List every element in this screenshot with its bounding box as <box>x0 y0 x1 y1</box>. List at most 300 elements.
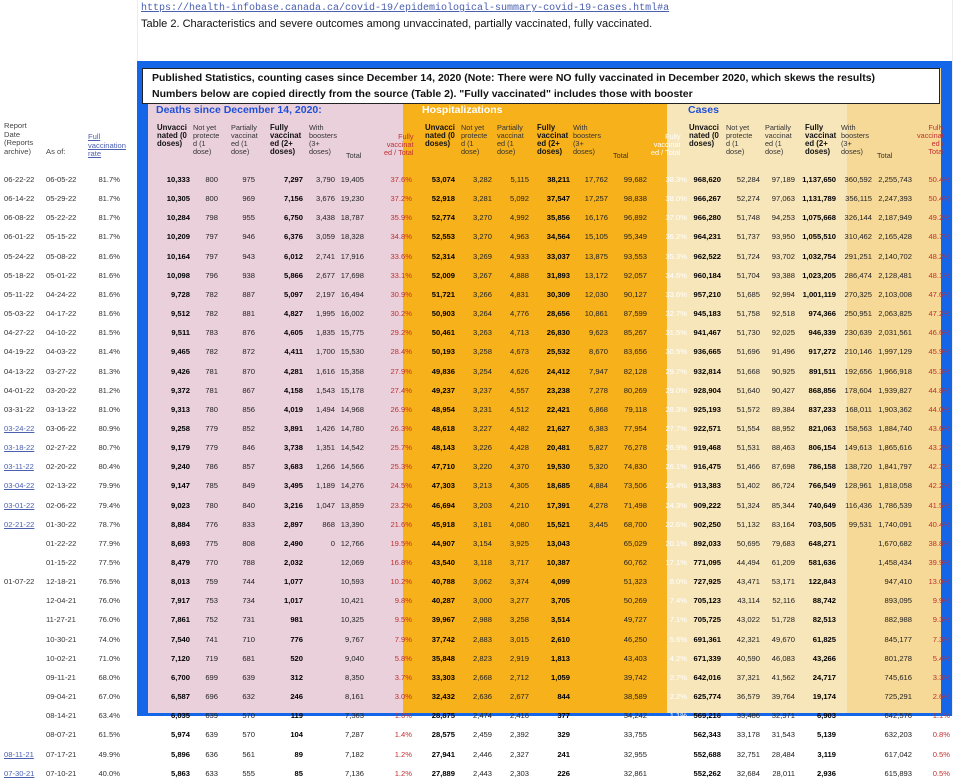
as-of-date: 04-03-22 <box>46 347 77 357</box>
deaths-fully-pct-cell: 35.9% <box>390 213 412 223</box>
cases-boosters-cell: 310,462 <box>844 232 872 242</box>
deaths-fully-pct-cell: 9.5% <box>394 615 412 625</box>
deaths-total-cell: 14,276 <box>340 481 364 491</box>
deaths-fully-pct-cell: 26.9% <box>390 404 412 414</box>
cases-fully-pct-cell: 0.8% <box>932 730 950 740</box>
vaccination-rate: 80.7% <box>98 443 120 453</box>
as-of-date: 10-02-21 <box>46 653 77 663</box>
hosp-total-cell: 51,323 <box>623 577 647 587</box>
hosp-fully-pct-cell: 26.9% <box>665 443 687 453</box>
cases-fully-pct-cell: 2.6% <box>932 692 950 702</box>
cases-total-cell: 1,966,918 <box>878 366 912 376</box>
cases-partially-cell: 41,562 <box>771 672 795 682</box>
vaccination-rate: 80.9% <box>98 423 120 433</box>
cases-partially-cell: 94,253 <box>771 213 795 223</box>
hosp-not-yet-cell: 3,270 <box>472 213 492 223</box>
hosp-fully-cell: 1,813 <box>550 653 570 663</box>
cases-partially-cell: 83,164 <box>771 519 795 529</box>
deaths-unvacc-cell: 9,426 <box>170 366 190 376</box>
deaths-partially-cell: 852 <box>242 423 255 433</box>
hosp-fully-pct-cell: 17.1% <box>665 558 687 567</box>
hosp-unvacc-cell: 48,143 <box>431 443 455 453</box>
deaths-unvacc-cell: 9,147 <box>170 481 190 491</box>
deaths-not-yet-cell: 781 <box>205 385 218 395</box>
cases-not-yet-cell: 32,751 <box>736 749 760 759</box>
deaths-fully-pct-cell: 29.2% <box>390 328 412 338</box>
hosp-partially-cell: 2,392 <box>509 730 529 740</box>
deaths-fully-pct-cell: 10.2% <box>390 577 412 587</box>
hosp-boosters-cell: 8,670 <box>588 347 608 357</box>
cases-partially-cell: 97,189 <box>771 175 795 184</box>
deaths-partially-cell: 808 <box>242 538 255 548</box>
cases-fully-pct-cell: 39.9% <box>928 558 950 567</box>
cases-partially-cell: 88,463 <box>771 443 795 453</box>
cases-total-cell: 1,670,682 <box>878 538 912 548</box>
hosp-fully-cell: 20,481 <box>546 443 570 453</box>
cases-fully-cell: 61,825 <box>812 634 836 644</box>
hosp-fully-cell: 4,099 <box>550 577 570 587</box>
cases-total-cell: 1,818,058 <box>878 481 912 491</box>
cases-unvacc-cell: 936,665 <box>693 347 721 357</box>
deaths-not-yet-cell: 752 <box>205 615 218 625</box>
hosp-not-yet-cell: 2,988 <box>472 615 492 625</box>
hosp-fully-cell: 377 <box>557 711 570 721</box>
hosp-partially-cell: 4,626 <box>509 366 529 376</box>
hosp-not-yet-cell: 3,181 <box>472 519 492 529</box>
report-archive-link[interactable]: 03-18-22 <box>4 443 35 453</box>
cases-unvacc-cell: 919,468 <box>693 443 721 453</box>
hosp-fully-cell: 24,412 <box>546 366 570 376</box>
hosp-fully-cell: 1,059 <box>550 672 570 682</box>
colhead-deaths-boosters: With boosters (3+ doses) <box>309 123 337 156</box>
as-of-date: 12-18-21 <box>46 577 77 587</box>
notice-line-2: Numbers below are copied directly from the source (Table 2). "Fully vaccinated" includes those with booster <box>152 88 693 100</box>
cases-boosters-cell: 356,115 <box>845 194 872 204</box>
hosp-not-yet-cell: 3,267 <box>472 270 492 280</box>
hosp-fully-pct-cell: 1.0% <box>669 730 687 740</box>
deaths-not-yet-cell: 781 <box>205 366 218 376</box>
hosp-not-yet-cell: 3,281 <box>472 194 492 204</box>
cases-fully-pct-cell: 48.2% <box>928 251 950 261</box>
deaths-partially-cell: 788 <box>242 558 255 567</box>
deaths-not-yet-cell: 639 <box>205 711 218 721</box>
hosp-fully-cell: 21,627 <box>546 423 570 433</box>
report-date: 01-07-22 <box>4 577 35 587</box>
cases-boosters-cell: 192,656 <box>844 366 872 376</box>
source-url-link[interactable]: https://health-infobase.canada.ca/covid-19/epidemiological-summary-covid-19-cases.html#a <box>141 3 670 14</box>
cases-unvacc-cell: 945,183 <box>693 309 721 319</box>
cases-boosters-cell: 149,613 <box>844 443 872 453</box>
deaths-not-yet-cell: 780 <box>205 404 218 414</box>
colhead-hosp-unvacc: Unvacci nated (0 doses) <box>425 123 455 148</box>
hosp-not-yet-cell: 2,636 <box>472 692 492 702</box>
deaths-partially-cell: 632 <box>242 692 255 702</box>
cases-partially-cell: 51,728 <box>771 615 795 625</box>
hosp-unvacc-cell: 48,618 <box>431 423 455 433</box>
report-date: 05-24-22 <box>4 251 35 261</box>
hosp-unvacc-cell: 35,848 <box>431 653 455 663</box>
deaths-fully-pct-cell: 33.6% <box>390 251 412 261</box>
deaths-total-cell: 18,787 <box>340 213 364 223</box>
deaths-fully-cell: 5,866 <box>283 270 303 280</box>
deaths-fully-cell: 6,750 <box>283 213 303 223</box>
hosp-partially-cell: 4,428 <box>509 443 529 453</box>
deaths-fully-pct-cell: 3.7% <box>394 672 412 682</box>
cases-boosters-cell: 326,144 <box>844 213 872 223</box>
colhead-hosp-partially: Partially vaccinat ed (1 dose) <box>497 123 524 156</box>
deaths-total-cell: 8,350 <box>344 672 364 682</box>
as-of-date: 11-27-21 <box>46 615 76 625</box>
report-archive-link[interactable]: 02-21-22 <box>4 519 35 529</box>
cases-fully-cell: 82,513 <box>812 615 836 625</box>
cases-fully-cell: 648,271 <box>808 538 836 548</box>
hosp-total-cell: 73,506 <box>623 481 647 491</box>
hosp-unvacc-cell: 40,788 <box>431 577 455 587</box>
cases-total-cell: 725,291 <box>884 692 912 702</box>
cases-partially-cell: 49,670 <box>771 634 795 644</box>
cases-boosters-cell: 250,951 <box>844 309 872 319</box>
hosp-unvacc-cell: 27,889 <box>431 768 455 778</box>
deaths-partially-cell: 639 <box>242 672 255 682</box>
cases-fully-cell: 917,272 <box>808 347 836 357</box>
hosp-fully-pct-cell: 29.0% <box>665 385 687 395</box>
deaths-unvacc-cell: 5,863 <box>170 768 190 778</box>
hosp-boosters-cell: 5,827 <box>588 443 608 453</box>
report-date: 04-19-22 <box>4 347 35 357</box>
cases-not-yet-cell: 52,284 <box>736 175 760 184</box>
deaths-boosters-cell: 1,047 <box>315 500 335 510</box>
cases-fully-pct-cell: 50.4% <box>928 175 950 184</box>
report-archive-link[interactable]: 08-11-21 <box>4 749 34 759</box>
hosp-total-cell: 71,498 <box>623 500 647 510</box>
hosp-fully-pct-cell: 0.7% <box>669 768 687 778</box>
hosp-fully-cell: 3,514 <box>550 615 570 625</box>
deaths-total-cell: 14,780 <box>340 423 364 433</box>
cases-not-yet-cell: 51,402 <box>736 481 760 491</box>
as-of-date: 02-06-22 <box>46 500 77 510</box>
deaths-partially-cell: 561 <box>242 749 255 759</box>
cases-not-yet-cell: 51,737 <box>736 232 760 242</box>
report-date: 03-31-22 <box>4 404 35 414</box>
deaths-partially-cell: 938 <box>242 270 255 280</box>
deaths-total-cell: 7,363 <box>344 711 364 721</box>
hosp-partially-cell: 4,673 <box>509 347 529 357</box>
cases-not-yet-cell: 51,531 <box>736 443 760 453</box>
deaths-total-cell: 16,002 <box>340 309 364 319</box>
vaccination-rate: 74.0% <box>98 634 120 644</box>
table-row <box>0 591 967 611</box>
hosp-unvacc-cell: 32,432 <box>431 692 455 702</box>
hosp-total-cell: 82,128 <box>623 366 647 376</box>
cases-total-cell: 1,786,539 <box>878 500 912 510</box>
deaths-not-yet-cell: 759 <box>205 577 218 587</box>
report-archive-link[interactable]: 03-11-22 <box>4 462 34 472</box>
hosp-not-yet-cell: 3,227 <box>472 423 492 433</box>
deaths-boosters-cell: 3,438 <box>315 213 335 223</box>
hosp-total-cell: 77,954 <box>623 423 647 433</box>
as-of-date: 02-27-22 <box>46 443 77 453</box>
hosp-unvacc-cell: 52,009 <box>431 270 455 280</box>
deaths-boosters-cell: 1,189 <box>315 481 335 491</box>
deaths-total-cell: 7,136 <box>344 768 364 778</box>
deaths-not-yet-cell: 779 <box>205 443 218 453</box>
cases-unvacc-cell: 932,814 <box>693 366 721 376</box>
report-date: 04-01-22 <box>4 385 35 395</box>
hosp-total-cell: 90,127 <box>623 289 647 299</box>
hosp-partially-cell: 4,776 <box>509 309 529 319</box>
hosp-fully-pct-cell: 32.7% <box>665 309 687 319</box>
deaths-not-yet-cell: 719 <box>205 653 218 663</box>
table-row <box>0 572 967 592</box>
cases-boosters-cell: 360,592 <box>844 175 872 184</box>
cases-total-cell: 1,997,129 <box>878 347 912 357</box>
deaths-boosters-cell: 1,835 <box>315 328 335 338</box>
cases-fully-cell: 821,063 <box>808 423 836 433</box>
deaths-unvacc-cell: 7,120 <box>170 653 190 663</box>
deaths-fully-cell: 4,281 <box>283 366 303 376</box>
colhead-cases-total: Total <box>877 151 893 160</box>
deaths-fully-cell: 246 <box>290 692 303 702</box>
deaths-fully-cell: 3,738 <box>283 443 303 453</box>
cases-total-cell: 1,884,740 <box>878 423 912 433</box>
cases-total-cell: 2,031,561 <box>878 328 912 338</box>
hosp-fully-cell: 15,521 <box>546 519 570 529</box>
hosp-boosters-cell: 6,868 <box>588 404 608 414</box>
cases-fully-pct-cell: 38.8% <box>928 538 950 548</box>
report-date: 04-27-22 <box>4 328 35 338</box>
header-vaccination-rate-link[interactable]: Full vaccination rate <box>88 132 126 158</box>
deaths-fully-pct-cell: 1.2% <box>394 749 412 759</box>
deaths-total-cell: 13,859 <box>340 500 364 510</box>
deaths-total-cell: 9,040 <box>344 653 364 663</box>
cases-unvacc-cell: 771,095 <box>693 558 721 567</box>
deaths-unvacc-cell: 10,305 <box>166 194 190 204</box>
deaths-not-yet-cell: 796 <box>205 270 218 280</box>
hosp-boosters-cell: 17,257 <box>584 194 608 204</box>
deaths-partially-cell: 570 <box>242 711 255 721</box>
hosp-fully-pct-cell: 36.2% <box>665 232 687 242</box>
hosp-partially-cell: 2,677 <box>509 692 529 702</box>
report-archive-link[interactable]: 07-30-21 <box>4 768 35 778</box>
hosp-not-yet-cell: 3,282 <box>472 175 492 184</box>
cases-unvacc-cell: 964,231 <box>693 232 721 242</box>
cases-fully-pct-cell: 43.2% <box>928 443 950 453</box>
cases-fully-pct-cell: 0.5% <box>932 749 950 759</box>
cases-not-yet-cell: 51,730 <box>736 328 760 338</box>
as-of-date: 09-04-21 <box>46 692 77 702</box>
cases-unvacc-cell: 909,222 <box>693 500 721 510</box>
deaths-fully-pct-cell: 25.3% <box>390 462 412 472</box>
table-row <box>0 247 967 267</box>
deaths-boosters-cell: 1,494 <box>315 404 335 414</box>
cases-not-yet-cell: 40,590 <box>736 653 760 663</box>
hosp-not-yet-cell: 2,883 <box>472 634 492 644</box>
hosp-unvacc-cell: 49,237 <box>431 385 455 395</box>
cases-fully-cell: 766,549 <box>808 481 836 491</box>
deaths-unvacc-cell: 9,511 <box>171 328 190 338</box>
cases-partially-cell: 89,384 <box>771 404 795 414</box>
hosp-boosters-cell: 15,105 <box>584 232 608 242</box>
section-deaths: Deaths since December 14, 2020: <box>156 104 322 116</box>
cases-not-yet-cell: 51,466 <box>736 462 760 472</box>
colhead-hosp-not-yet: Not yet protecte d (1 dose) <box>461 123 488 156</box>
table-row <box>0 266 967 286</box>
as-of-date: 04-10-22 <box>46 328 77 338</box>
deaths-not-yet-cell: 783 <box>205 328 218 338</box>
cases-fully-cell: 1,137,650 <box>802 175 836 184</box>
cases-unvacc-cell: 625,774 <box>693 692 721 702</box>
hosp-fully-cell: 241 <box>557 749 570 759</box>
table-row <box>0 419 967 439</box>
hosp-partially-cell: 3,258 <box>509 615 529 625</box>
cases-boosters-cell: 138,720 <box>844 462 872 472</box>
deaths-total-cell: 15,530 <box>340 347 364 357</box>
deaths-partially-cell: 870 <box>242 366 255 376</box>
hosp-unvacc-cell: 49,836 <box>431 366 455 376</box>
vaccination-rate: 76.0% <box>98 596 120 606</box>
hosp-fully-cell: 35,856 <box>546 213 570 223</box>
cases-unvacc-cell: 642,016 <box>693 672 721 682</box>
hosp-fully-pct-cell: 31.5% <box>665 328 687 338</box>
table-row <box>0 745 967 765</box>
cases-partially-cell: 87,698 <box>771 462 795 472</box>
deaths-boosters-cell: 3,676 <box>315 194 335 204</box>
deaths-boosters-cell: 1,351 <box>315 443 335 453</box>
hosp-partially-cell: 2,712 <box>509 672 529 682</box>
cases-unvacc-cell: 671,339 <box>693 653 721 663</box>
deaths-unvacc-cell: 9,728 <box>170 289 190 299</box>
hosp-fully-cell: 33,037 <box>546 251 570 261</box>
deaths-fully-cell: 3,891 <box>283 423 303 433</box>
deaths-unvacc-cell: 7,917 <box>170 596 190 606</box>
cases-partially-cell: 46,083 <box>771 653 795 663</box>
deaths-not-yet-cell: 797 <box>205 232 218 242</box>
hosp-not-yet-cell: 3,062 <box>472 577 492 587</box>
hosp-boosters-cell: 12,030 <box>584 289 608 299</box>
report-archive-link[interactable]: 03-01-22 <box>4 500 35 510</box>
cases-fully-cell: 3,119 <box>817 749 836 759</box>
hosp-fully-cell: 37,547 <box>546 194 570 204</box>
as-of-date: 03-06-22 <box>46 423 77 433</box>
cases-fully-pct-cell: 9.3% <box>932 615 950 625</box>
cases-fully-pct-cell: 47.6% <box>928 289 950 299</box>
vaccination-rate: 81.7% <box>98 175 120 184</box>
deaths-unvacc-cell: 9,023 <box>170 500 190 510</box>
table-row <box>0 476 967 496</box>
deaths-fully-pct-cell: 37.6% <box>390 175 412 184</box>
cases-fully-pct-cell: 40.4% <box>928 519 950 529</box>
hosp-fully-pct-cell: 26.1% <box>665 462 687 472</box>
deaths-unvacc-cell: 6,035 <box>170 711 190 721</box>
as-of-date: 07-10-21 <box>46 768 77 778</box>
deaths-fully-pct-cell: 7.9% <box>394 634 412 644</box>
deaths-partially-cell: 744 <box>242 577 255 587</box>
hosp-partially-cell: 2,919 <box>509 653 529 663</box>
cases-total-cell: 2,140,702 <box>878 251 912 261</box>
hosp-unvacc-cell: 39,967 <box>431 615 455 625</box>
hosp-unvacc-cell: 53,074 <box>431 175 455 184</box>
cases-total-cell: 1,865,616 <box>878 443 912 453</box>
deaths-fully-pct-cell: 30.9% <box>390 289 412 299</box>
cases-not-yet-cell: 43,022 <box>736 615 760 625</box>
cases-not-yet-cell: 33,486 <box>736 711 760 721</box>
deaths-not-yet-cell: 633 <box>205 768 218 778</box>
hosp-total-cell: 39,742 <box>623 672 647 682</box>
cases-not-yet-cell: 51,324 <box>736 500 760 510</box>
deaths-unvacc-cell: 5,974 <box>170 730 190 740</box>
hosp-partially-cell: 3,015 <box>509 634 529 644</box>
cases-fully-cell: 974,366 <box>808 309 836 319</box>
deaths-partially-cell: 872 <box>242 347 255 357</box>
deaths-partially-cell: 887 <box>242 289 255 299</box>
hosp-fully-cell: 34,564 <box>546 232 570 242</box>
deaths-not-yet-cell: 785 <box>205 481 218 491</box>
cases-not-yet-cell: 51,685 <box>736 289 760 299</box>
cases-partially-cell: 97,063 <box>771 194 795 204</box>
hosp-fully-cell: 10,387 <box>546 558 570 567</box>
colhead-deaths-not-yet: Not yet protecte d (1 dose) <box>193 123 220 156</box>
report-archive-link[interactable]: 03-24-22 <box>4 423 35 433</box>
colhead-cases-boosters: With boosters (3+ doses) <box>841 123 869 156</box>
hosp-partially-cell: 5,115 <box>510 175 529 184</box>
hosp-fully-pct-cell: 2.7% <box>669 672 687 682</box>
colhead-cases-not-yet: Not yet protecte d (1 dose) <box>726 123 753 156</box>
deaths-partially-cell: 710 <box>242 634 255 644</box>
as-of-date: 03-20-22 <box>46 385 77 395</box>
cases-fully-cell: 891,511 <box>808 366 836 376</box>
cases-total-cell: 893,095 <box>884 596 912 606</box>
deaths-unvacc-cell: 8,693 <box>170 538 190 548</box>
cases-unvacc-cell: 562,343 <box>693 730 721 740</box>
table-row <box>0 496 967 516</box>
cases-fully-pct-cell: 45.9% <box>928 347 950 357</box>
deaths-not-yet-cell: 798 <box>205 213 218 223</box>
deaths-fully-cell: 89 <box>294 749 303 759</box>
deaths-total-cell: 10,421 <box>340 596 364 606</box>
deaths-partially-cell: 570 <box>242 730 255 740</box>
cases-unvacc-cell: 569,216 <box>693 711 721 721</box>
hosp-unvacc-cell: 28,575 <box>431 730 455 740</box>
cases-total-cell: 2,103,008 <box>878 289 912 299</box>
cases-fully-cell: 24,717 <box>812 672 836 682</box>
deaths-partially-cell: 881 <box>242 309 255 319</box>
deaths-fully-pct-cell: 1.2% <box>394 768 412 778</box>
cases-not-yet-cell: 51,132 <box>736 519 760 529</box>
hosp-fully-pct-cell: 20.1% <box>665 538 687 548</box>
deaths-fully-pct-cell: 9.8% <box>394 596 412 606</box>
hosp-partially-cell: 4,370 <box>509 462 529 472</box>
as-of-date: 03-27-22 <box>46 366 77 376</box>
cases-total-cell: 1,841,797 <box>878 462 912 472</box>
cases-fully-cell: 5,139 <box>816 730 836 740</box>
deaths-fully-pct-cell: 30.2% <box>390 309 412 319</box>
hosp-total-cell: 93,553 <box>623 251 647 261</box>
cases-fully-cell: 740,649 <box>808 500 836 510</box>
hosp-partially-cell: 4,963 <box>509 232 529 242</box>
deaths-total-cell: 17,916 <box>340 251 364 261</box>
cases-fully-pct-cell: 0.5% <box>932 768 950 778</box>
cases-fully-cell: 806,154 <box>808 443 836 453</box>
deaths-total-cell: 16,494 <box>340 289 364 299</box>
report-archive-link[interactable]: 03-04-22 <box>4 481 35 491</box>
table-row <box>0 610 967 630</box>
as-of-date: 01-22-22 <box>46 538 77 548</box>
hosp-boosters-cell: 3,445 <box>588 519 608 529</box>
hosp-boosters-cell: 5,320 <box>588 462 608 472</box>
cases-total-cell: 632,203 <box>884 730 912 740</box>
report-date: 06-22-22 <box>4 175 35 184</box>
cases-fully-cell: 1,023,205 <box>802 270 836 280</box>
